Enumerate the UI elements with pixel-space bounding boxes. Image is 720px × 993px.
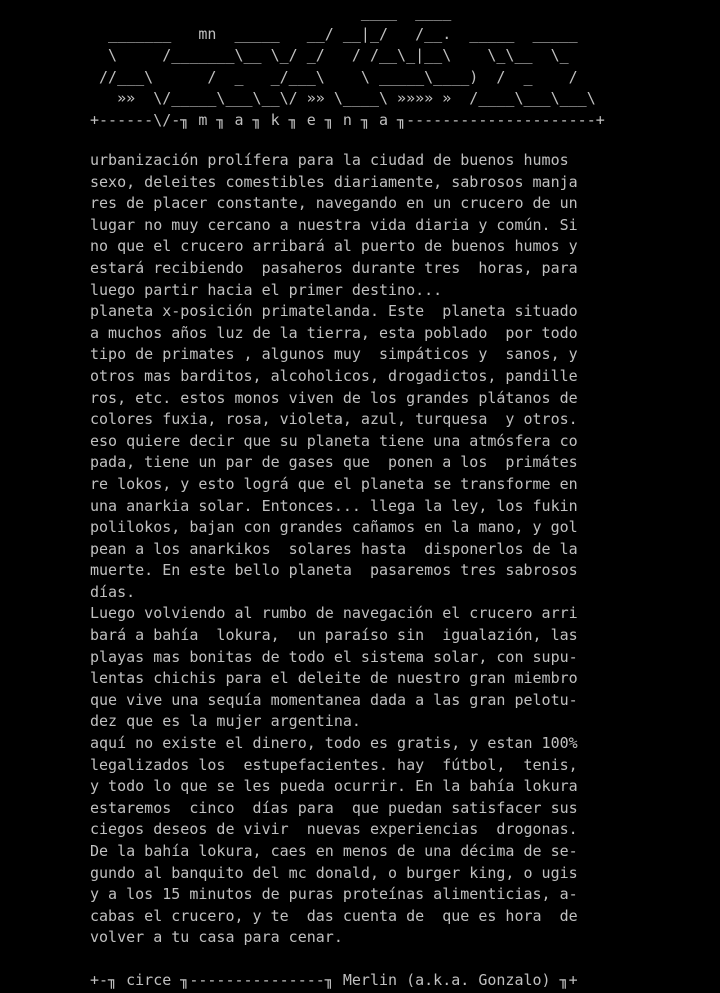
text-line: Luego volviendo al rumbo de navegación el crucero arri	[90, 604, 578, 623]
text-line: ros, etc. estos monos viven de los grandes plátanos de	[90, 388, 578, 407]
article-body	[90, 150, 578, 949]
banner-line: \ /_______\__ \_/ _/ / /__\_|__\ \_\__ \_	[90, 46, 569, 65]
text-line: a muchos años luz de la tierra, esta poblado por todo	[90, 323, 578, 342]
text-line: urbanización prolífera para la ciudad de buenos humos	[90, 151, 569, 169]
text-line: estará recibiendo pasaheros durante tres horas, para	[90, 258, 578, 277]
text-line: lugar no muy cercano a nuestra vida diaria y común. Si	[90, 215, 578, 234]
text-line: y a los 15 minutos de puras proteínas alimenticias, a-	[90, 885, 578, 904]
text-line: tipo de primates , algunos muy simpáticos y sanos, y	[90, 345, 578, 364]
text-line: luego partir hacia el primer destino...	[90, 280, 443, 299]
ascii-banner	[90, 2, 605, 132]
text-line: y todo lo que se les pueda ocurrir. En la bahía lokura	[90, 777, 578, 796]
banner-line: +------\/-╖ m ╖ a ╖ k ╖ e ╖ n ╖ a ╖---------------------+	[90, 110, 605, 129]
text-line: muerte. En este bello planeta pasaremos tres sabrosos	[90, 561, 578, 580]
text-line: colores fuxia, rosa, violeta, azul, turquesa y otros.	[90, 410, 578, 429]
text-line: días.	[90, 582, 136, 601]
text-line: aquí no existe el dinero, todo es gratis, y estan 100%	[90, 734, 578, 753]
text-line: bará a bahía lokura, un paraíso sin igualazión, las	[90, 626, 578, 645]
text-line: res de placer constante, navegando en un crucero de un	[90, 194, 578, 213]
banner-line: ____ ____	[90, 3, 452, 21]
text-line: ciegos deseos de vivir nuevas experiencias drogonas.	[90, 820, 578, 839]
text-line: pean a los anarkikos solares hasta disponerlos de la	[90, 539, 578, 558]
text-line: volver a tu casa para cenar.	[90, 928, 343, 947]
text-line: no que el crucero arribará al puerto de buenos humos y	[90, 237, 578, 256]
text-line: eso quiere decir que su planeta tiene una atmósfera co	[90, 431, 578, 450]
text-line: dez que es la mujer argentina.	[90, 712, 361, 731]
text-line: planeta x-posición primatelanda. Este planeta situado	[90, 302, 578, 321]
banner-line: »» \/_____\___\__\/ »» \____\ »»»» » /____\___\___\	[90, 89, 596, 108]
text-line: que vive una sequía momentanea dada a las gran pelotu-	[90, 690, 578, 709]
text-line: re lokos, y esto lográ que el planeta se transforme en	[90, 474, 578, 493]
text-line: De la bahía lokura, caes en menos de una décima de se-	[90, 842, 578, 860]
signature-footer: +-╖ circe ╖---------------╖ Merlin (a.k.a. Gonzalo) ╖+	[90, 971, 578, 989]
text-line: legalizados los estupefacientes. hay fútbol, tenis,	[90, 755, 578, 774]
text-line: lentas chichis para el deleite de nuestro gran miembro	[90, 669, 578, 688]
text-line: polilokos, bajan con grandes cañamos en la mano, y gol	[90, 518, 578, 537]
text-line: sexo, deleites comestibles diariamente, sabrosos manja	[90, 172, 578, 191]
text-line: estaremos cinco días para que puedan satisfacer sus	[90, 798, 578, 817]
text-line: playas mas bonitas de todo el sistema solar, con supu-	[90, 647, 578, 666]
banner-line: _______ mn _____ __/ __|_/ /__. _____ _____	[90, 24, 578, 43]
text-line: otros mas barditos, alcoholicos, drogadictos, pandille	[90, 366, 578, 385]
text-line: pada, tiene un par de gases que ponen a los primátes	[90, 453, 578, 472]
text-line: gundo al banquito del mc donald, o burger king, o ugis	[90, 863, 578, 882]
text-line: una anarkia solar. Entonces... llega la ley, los fukin	[90, 496, 578, 515]
banner-line: //___\ / _ _/___\ \ _____\____) / _ /	[90, 67, 578, 86]
text-line: cabas el crucero, y te das cuenta de que es hora de	[90, 906, 578, 925]
